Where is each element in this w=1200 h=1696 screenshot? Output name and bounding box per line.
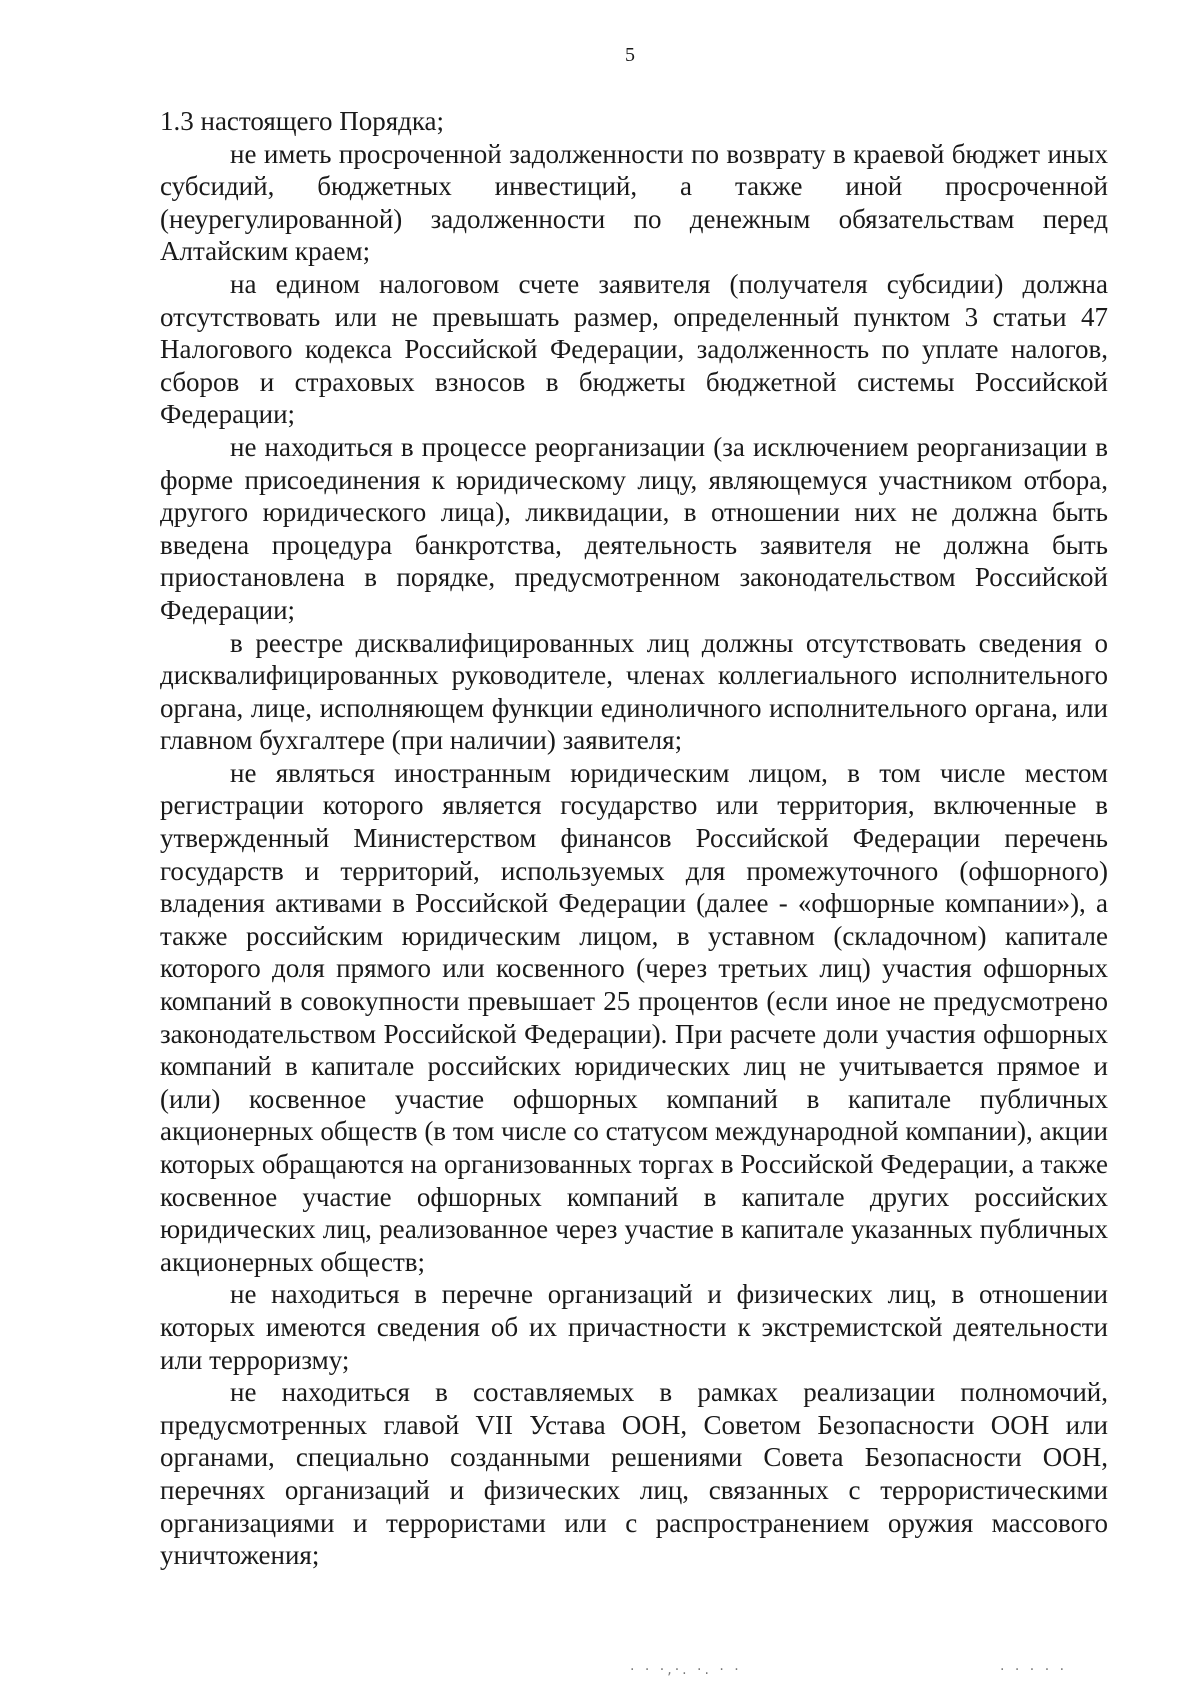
paragraph-tax-account: на едином налоговом счете заявителя (получателя субсидии) должна отсутствовать или не превышать размер, определенный пунктом 3 статьи 47 Налогового кодекса Российской Федерации, задолженность по уплате налогов, сборов и страховых взносов в бюджеты бюджетной системы Российской Федерации;	[160, 268, 1108, 430]
scan-artifact: · · ·,·. ·. · ·	[630, 1662, 742, 1678]
document-body	[160, 105, 1108, 1572]
paragraph-disqualified-persons: в реестре дисквалифицированных лиц должны отсутствовать сведения о дисквалифицированных руководителе, членах коллегиального исполнительного органа, лице, исполняющем функции единоличного исполнительного органа, или главном бухгалтере (при наличии) заявителя;	[160, 627, 1108, 756]
paragraph-un-sanctions-list: не находиться в составляемых в рамках реализации полномочий, предусмотренных главой VII Устава ООН, Советом Безопасности ООН или органами, специально созданными решениями Совета Безопасности ООН, перечнях организаций и физических лиц, связанных с террористическими организациями и террористами или с распространением оружия массового уничтожения;	[160, 1377, 1108, 1571]
paragraph-no-overdue-debt: не иметь просроченной задолженности по возврату в краевой бюджет иных субсидий, бюджетных инвестиций, а также иной просроченной (неурегулированной) задолженности по денежным обязательствам перед Алтайским краем;	[160, 138, 1108, 267]
page-number: 5	[625, 44, 635, 66]
paragraph-extremism-list: не находиться в перечне организаций и физических лиц, в отношении которых имеются сведения об их причастности к экстремистской деятельности или терроризму;	[160, 1279, 1108, 1375]
paragraph-continuation: 1.3 настоящего Порядка;	[160, 106, 445, 136]
paragraph-reorganization: не находиться в процессе реорганизации (за исключением реорганизации в форме присоединения к юридическому лицу, являющемуся участником отбора, другого юридического лица), ликвидации, в отношении них не должна быть введена процедура банкротства, деятельность заявителя не должна быть приостановлена в порядке, предусмотренном законодательством Российской Федерации;	[160, 431, 1108, 625]
paragraph-foreign-entity: не являться иностранным юридическим лицом, в том числе местом регистрации которого является государство или территория, включенные в утвержденный Министерством финансов Российской Федерации перечень государств и территорий, используемых для промежуточного (офшорного) владения активами в Российской Федерации (далее - «офшорные компании»), а также российским юридическим лицом, в уставном (складочном) капитале которого доля прямого или косвенного (через третьих лиц) участия офшорных компаний в совокупности превышает 25 процентов (если иное не предусмотрено законодательством Российской Федерации). При расчете доли участия офшорных компаний в капитале российских юридических лиц не учитывается прямое и (или) косвенное участие офшорных компаний в капитале публичных акционерных обществ (в том числе со статусом международной компании), акции которых обращаются на организованных торгах в Российской Федерации, а также косвенное участие офшорных компаний в капитале других российских юридических лиц, реализованное через участие в капитале указанных публичных акционерных обществ;	[160, 757, 1108, 1277]
scan-artifact-right: · · · · ·	[1000, 1662, 1068, 1678]
